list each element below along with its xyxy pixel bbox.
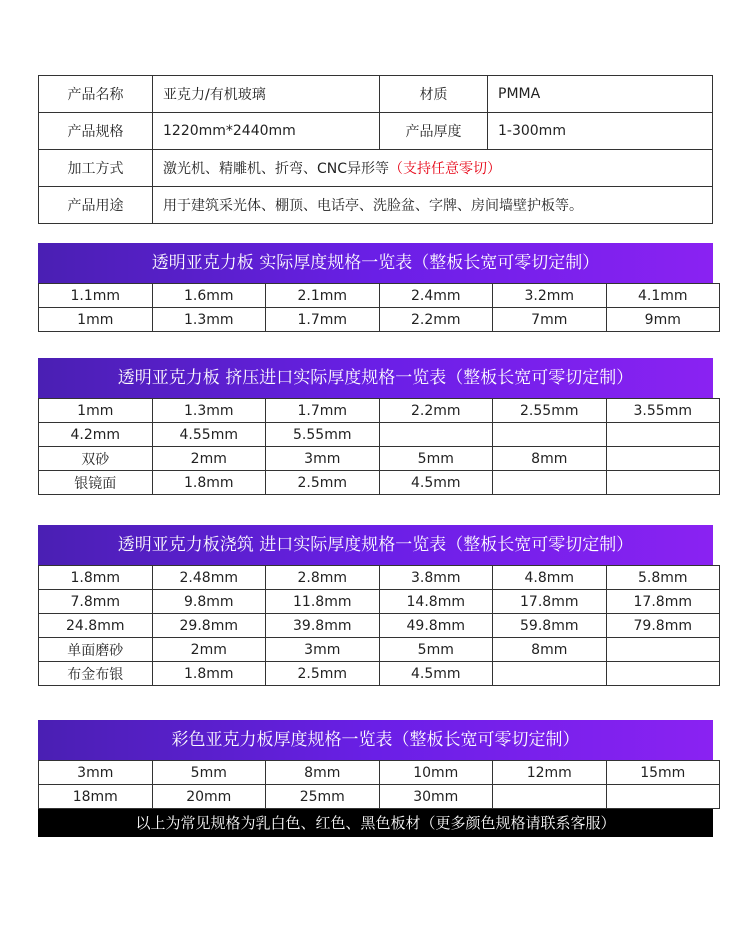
table-cell: 1mm [39,399,153,423]
table-cell: 5mm [379,447,493,471]
section-transparent [38,243,713,332]
table-cell: 3.2mm [493,284,607,308]
table-cell: 4.1mm [606,284,720,308]
section-colored [38,720,713,837]
table-row [39,308,720,332]
table-row [39,662,720,686]
table-cell: 2mm [152,447,266,471]
table-cell: 8mm [493,447,607,471]
table-cell: 2.8mm [266,566,380,590]
table-cell: 2.5mm [266,471,380,495]
table-cell: 14.8mm [379,590,493,614]
table-cell: 2mm [152,638,266,662]
table-cell [606,662,720,686]
table-cell [606,785,720,809]
value-usage: 用于建筑采光体、棚顶、电话亭、洗脸盆、字牌、房间墙壁护板等。 [153,187,713,224]
table-cell: 2.4mm [379,284,493,308]
table-cell: 25mm [266,785,380,809]
label-product-spec: 产品规格 [39,113,153,150]
table-cell: 3.8mm [379,566,493,590]
table-cell: 15mm [606,761,720,785]
table-cell: 18mm [39,785,153,809]
table-cell: 49.8mm [379,614,493,638]
processing-text: 激光机、精雕机、折弯、CNC异形等 [163,161,390,177]
table-cell: 9.8mm [152,590,266,614]
table-cell [493,662,607,686]
table-cell: 9mm [606,308,720,332]
table-cell: 5.8mm [606,566,720,590]
table-cell [379,423,493,447]
table-cell: 12mm [493,761,607,785]
table-cell: 20mm [152,785,266,809]
spec-table [38,760,720,809]
table-cell [606,638,720,662]
info-row-processing [39,150,713,187]
table-cell: 5mm [379,638,493,662]
table-cell: 24.8mm [39,614,153,638]
table-cell: 1.3mm [152,308,266,332]
table-cell: 1.6mm [152,284,266,308]
table-cell: 1.8mm [152,471,266,495]
table-cell: 79.8mm [606,614,720,638]
table-cell: 2.2mm [379,308,493,332]
table-cell: 单面磨砂 [39,638,153,662]
table-row [39,638,720,662]
value-product-name: 亚克力/有机玻璃 [153,76,380,113]
section-extruded [38,358,713,495]
section-cast [38,525,713,686]
table-cell: 17.8mm [493,590,607,614]
table-cell: 4.5mm [379,662,493,686]
value-processing [153,150,713,187]
table-row [39,447,720,471]
table-cell: 8mm [493,638,607,662]
label-usage: 产品用途 [39,187,153,224]
table-row [39,284,720,308]
section-title: 彩色亚克力板厚度规格一览表（整板长宽可零切定制） [38,720,713,760]
table-cell: 4.2mm [39,423,153,447]
table-cell: 8mm [266,761,380,785]
table-cell: 59.8mm [493,614,607,638]
table-cell: 布金布银 [39,662,153,686]
table-row [39,471,720,495]
table-cell: 3mm [266,447,380,471]
section-title: 透明亚克力板 挤压进口实际厚度规格一览表（整板长宽可零切定制） [38,358,713,398]
table-cell: 1.7mm [266,308,380,332]
table-cell [606,423,720,447]
table-cell: 3.55mm [606,399,720,423]
info-row-usage [39,187,713,224]
spec-table [38,283,720,332]
table-cell [606,447,720,471]
table-cell: 39.8mm [266,614,380,638]
table-cell: 29.8mm [152,614,266,638]
table-cell: 1mm [39,308,153,332]
table-cell [606,471,720,495]
table-cell: 1.7mm [266,399,380,423]
table-row [39,399,720,423]
table-cell: 5.55mm [266,423,380,447]
table-cell: 11.8mm [266,590,380,614]
table-cell: 4.8mm [493,566,607,590]
table-cell: 银镜面 [39,471,153,495]
table-cell: 7mm [493,308,607,332]
table-row [39,566,720,590]
table-cell: 2.5mm [266,662,380,686]
value-thickness: 1-300mm [488,113,713,150]
spec-table [38,398,720,495]
table-cell: 3mm [266,638,380,662]
table-cell: 2.55mm [493,399,607,423]
section-title: 透明亚克力板浇筑 进口实际厚度规格一览表（整板长宽可零切定制） [38,525,713,565]
label-thickness: 产品厚度 [380,113,488,150]
table-row [39,785,720,809]
table-cell [493,423,607,447]
table-cell: 2.2mm [379,399,493,423]
label-product-name: 产品名称 [39,76,153,113]
info-row-name [39,76,713,113]
table-cell: 10mm [379,761,493,785]
table-cell: 1.3mm [152,399,266,423]
label-material: 材质 [380,76,488,113]
table-cell: 7.8mm [39,590,153,614]
spec-table [38,565,720,686]
table-cell: 3mm [39,761,153,785]
table-cell: 5mm [152,761,266,785]
label-processing: 加工方式 [39,150,153,187]
table-cell: 1.8mm [39,566,153,590]
table-cell: 双砂 [39,447,153,471]
table-row [39,423,720,447]
value-product-spec: 1220mm*2440mm [153,113,380,150]
section-title: 透明亚克力板 实际厚度规格一览表（整板长宽可零切定制） [38,243,713,283]
table-row [39,761,720,785]
table-cell: 4.55mm [152,423,266,447]
table-cell [493,471,607,495]
table-cell: 1.8mm [152,662,266,686]
value-material: PMMA [488,76,713,113]
product-info-table [38,75,713,224]
table-row [39,614,720,638]
table-cell: 2.1mm [266,284,380,308]
section-footer-note: 以上为常见规格为乳白色、红色、黑色板材（更多颜色规格请联系客服） [38,809,713,837]
table-cell: 2.48mm [152,566,266,590]
table-cell: 30mm [379,785,493,809]
table-cell: 1.1mm [39,284,153,308]
processing-note: （支持任意零切） [389,161,502,177]
table-row [39,590,720,614]
table-cell: 17.8mm [606,590,720,614]
info-row-spec [39,113,713,150]
table-cell: 4.5mm [379,471,493,495]
table-cell [493,785,607,809]
